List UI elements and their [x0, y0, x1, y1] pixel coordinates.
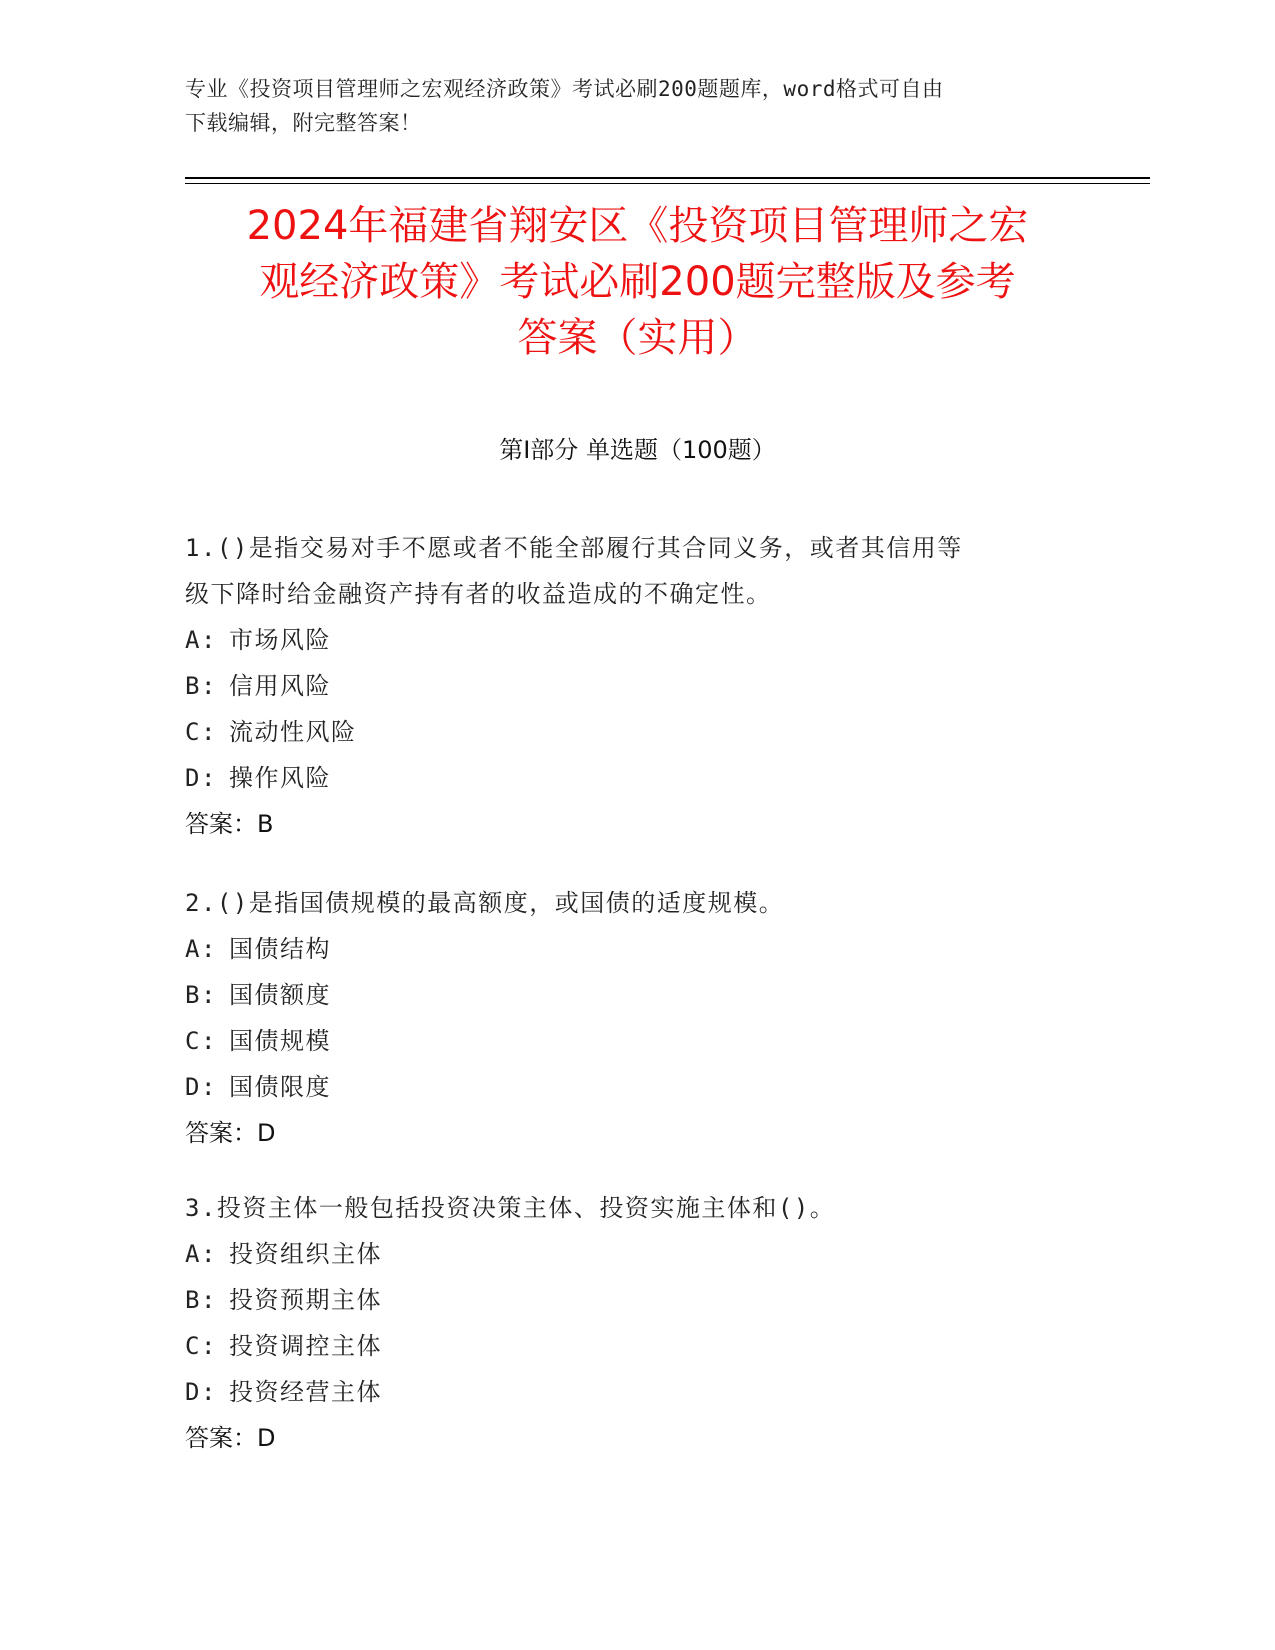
option-text: 国债限度 — [229, 1073, 331, 1101]
answer-line: 答案：D — [185, 1119, 276, 1147]
option-letter: A: — [185, 935, 217, 963]
document-title-line: 观经济政策》考试必刷200题完整版及参考 — [259, 259, 1016, 305]
document-title-line: 2024年福建省翔安区《投资项目管理师之宏 — [246, 203, 1029, 249]
question-stem-line: 级下降时给金融资产持有者的收益造成的不确定性。 — [185, 580, 772, 608]
question-stem — [185, 1185, 1085, 1231]
question-item — [185, 525, 1085, 847]
option-text: 市场风险 — [229, 626, 331, 654]
header-note-line: 下载编辑，附完整答案！ — [185, 111, 422, 135]
option-c — [185, 1323, 1085, 1369]
option-letter: B: — [185, 1286, 217, 1314]
option-d — [185, 755, 1085, 801]
option-letter: A: — [185, 1240, 217, 1268]
question-stem-line: 3.投资主体一般包括投资决策主体、投资实施主体和()。 — [185, 1194, 836, 1222]
option-letter: A: — [185, 626, 217, 654]
option-b — [185, 1277, 1085, 1323]
option-text: 投资调控主体 — [229, 1332, 382, 1360]
option-text: 国债额度 — [229, 981, 331, 1009]
question-stem — [185, 880, 1085, 926]
option-letter: C: — [185, 1332, 217, 1360]
option-text: 投资经营主体 — [229, 1378, 382, 1406]
header-note-line: 专业《投资项目管理师之宏观经济政策》考试必刷200题题库，word格式可自由 — [185, 77, 944, 101]
option-b — [185, 972, 1085, 1018]
answer-line: 答案：D — [185, 1424, 276, 1452]
option-letter: C: — [185, 718, 217, 746]
document-title-line: 答案（实用） — [517, 315, 758, 361]
document-title — [160, 198, 1115, 366]
option-d — [185, 1064, 1085, 1110]
question-stem — [185, 525, 1085, 617]
option-text: 国债规模 — [229, 1027, 331, 1055]
option-d — [185, 1369, 1085, 1415]
option-letter: B: — [185, 981, 217, 1009]
option-text: 信用风险 — [229, 672, 331, 700]
section-heading: 第Ⅰ部分 单选题（100题） — [499, 436, 776, 464]
question-stem-line: 1.()是指交易对手不愿或者不能全部履行其合同义务，或者其信用等 — [185, 534, 963, 562]
answer-line: 答案：B — [185, 810, 274, 838]
option-text: 操作风险 — [229, 764, 331, 792]
option-text: 投资组织主体 — [229, 1240, 382, 1268]
option-b — [185, 663, 1085, 709]
option-a — [185, 1231, 1085, 1277]
option-letter: C: — [185, 1027, 217, 1055]
question-stem-line: 2.()是指国债规模的最高额度，或国债的适度规模。 — [185, 889, 785, 917]
option-a — [185, 926, 1085, 972]
option-a — [185, 617, 1085, 663]
header-divider-thick — [185, 177, 1150, 179]
option-letter: D: — [185, 1378, 217, 1406]
option-letter: D: — [185, 764, 217, 792]
option-c — [185, 1018, 1085, 1064]
option-text: 投资预期主体 — [229, 1286, 382, 1314]
option-letter: D: — [185, 1073, 217, 1101]
question-item — [185, 880, 1085, 1156]
header-divider-thin — [185, 183, 1150, 184]
question-item — [185, 1185, 1085, 1461]
option-text: 流动性风险 — [229, 718, 357, 746]
header-note — [185, 72, 1085, 140]
option-letter: B: — [185, 672, 217, 700]
option-c — [185, 709, 1085, 755]
option-text: 国债结构 — [229, 935, 331, 963]
